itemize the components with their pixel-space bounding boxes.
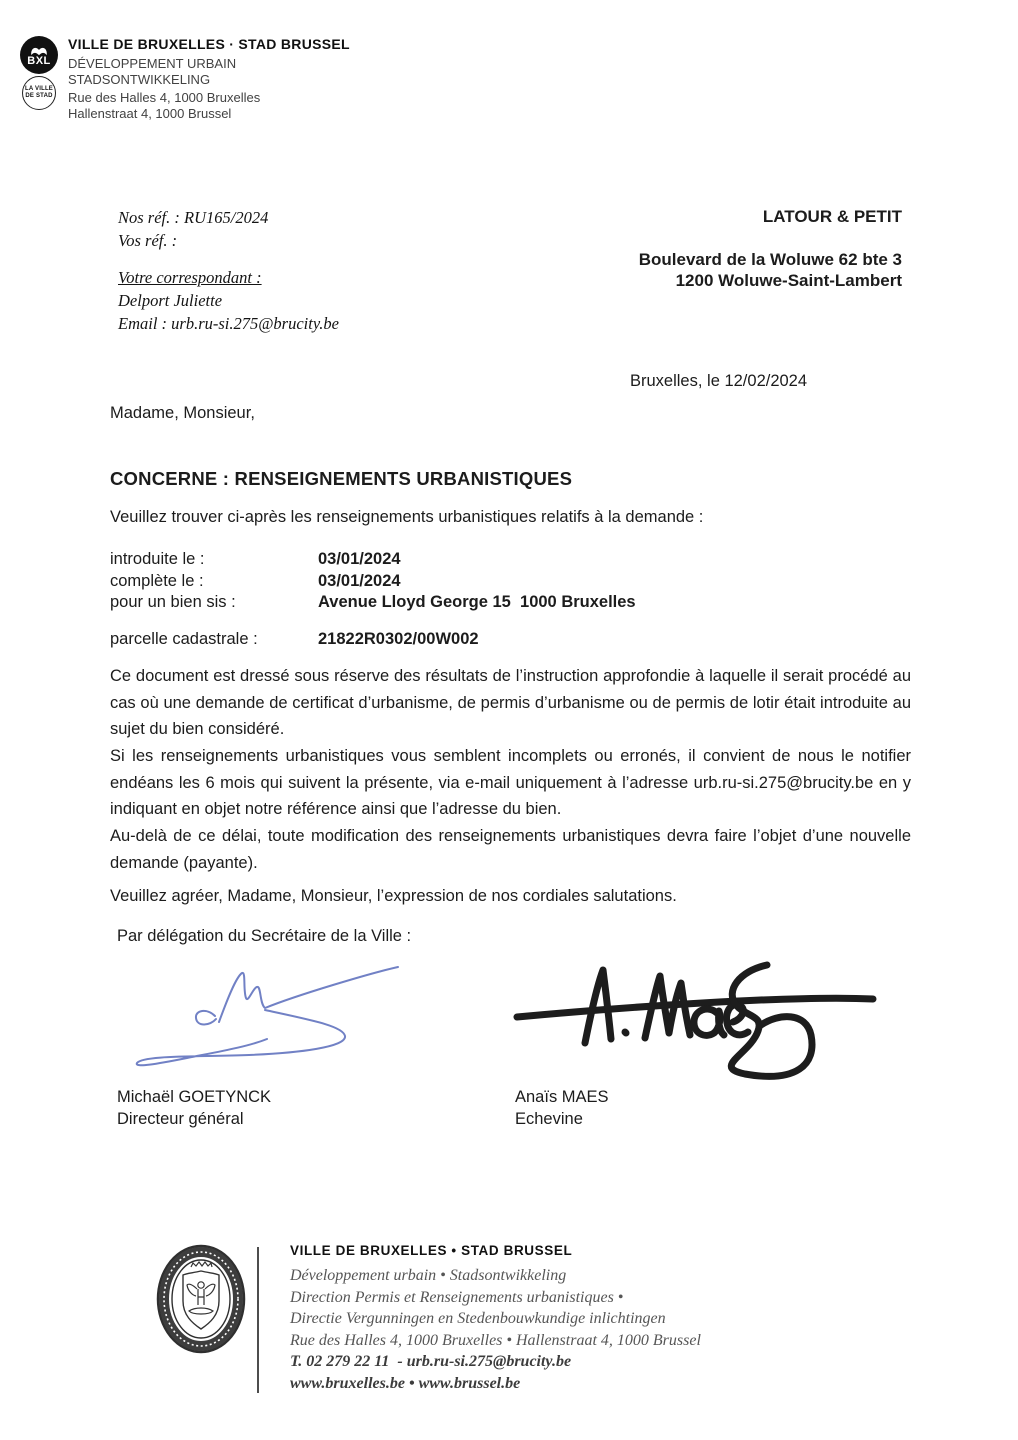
- bxl-logo-circle: [20, 36, 58, 74]
- detail-row-complete: [110, 571, 636, 593]
- signer-title: Echevine: [515, 1110, 583, 1128]
- bxl-logo-text: BXL: [27, 54, 51, 67]
- recipient-block: [639, 206, 902, 291]
- brussels-iris-icon: [28, 44, 50, 56]
- header-dept-fr: DÉVELOPPEMENT URBAIN: [68, 56, 237, 71]
- detail-value: 03/01/2024: [318, 571, 401, 590]
- footer-phone-email: T. 02 279 22 11 - urb.ru-si.275@brucity.be: [290, 1353, 572, 1370]
- recipient-name: LATOUR & PETIT: [762, 207, 902, 226]
- detail-row-parcel: [110, 629, 636, 651]
- detail-value: 21822R0302/00W002: [318, 629, 479, 648]
- signer-name: Michaël GOETYNCK: [117, 1088, 272, 1106]
- footer-line-direction-fr: Direction Permis et Renseignements urbanistiques •: [290, 1288, 624, 1306]
- header: [68, 36, 350, 122]
- detail-row-property: [110, 592, 636, 614]
- reference-block: [118, 206, 339, 335]
- la-ville-de-stad-badge: [22, 76, 56, 110]
- recipient-address-line2: 1200 Woluwe-Saint-Lambert: [675, 271, 902, 290]
- recipient-address-line1: Boulevard de la Woluwe 62 bte 3: [638, 250, 902, 269]
- city-seal-icon: [155, 1243, 247, 1355]
- dateline: Bruxelles, le 12/02/2024: [630, 372, 808, 390]
- badge-line2: DE STAD: [25, 93, 53, 99]
- footer-line-address: Rue des Halles 4, 1000 Bruxelles • Hallenstraat 4, 1000 Brussel: [290, 1331, 701, 1349]
- detail-label: pour un bien sis :: [110, 593, 236, 611]
- footer-block: [290, 1243, 701, 1394]
- signature-maes: [505, 955, 885, 1090]
- footer-title: VILLE DE BRUXELLES • STAD BRUSSEL: [290, 1243, 573, 1258]
- detail-value: Avenue Lloyd George 15 1000 Bruxelles: [318, 593, 636, 611]
- header-address-fr: Rue des Halles 4, 1000 Bruxelles: [68, 90, 261, 105]
- request-details: [110, 549, 636, 650]
- your-reference: Vos réf. :: [118, 231, 178, 250]
- detail-label: parcelle cadastrale :: [110, 629, 258, 648]
- detail-label: introduite le :: [110, 550, 205, 568]
- header-title: VILLE DE BRUXELLES · STAD BRUSSEL: [68, 36, 350, 52]
- intro-line: Veuillez trouver ci-après les renseignements urbanistiques relatifs à la demande :: [110, 508, 704, 526]
- paragraph-reserve: Ce document est dressé sous réserve des résultats de l’instruction approfondie à laquelle il serait procédé au cas où une demande de certificat d’urbanisme, de permis d’urbanisme ou de permis de lotir était introduite au sujet du bien considéré.: [110, 667, 911, 738]
- paragraph-closing: Veuillez agréer, Madame, Monsieur, l’expression de nos cordiales salutations.: [110, 887, 677, 905]
- badge-line1: LA VILLE: [24, 86, 54, 92]
- signer-title: Directeur général: [117, 1110, 244, 1128]
- signer-goetynck: [117, 1086, 271, 1130]
- detail-row-introduced: [110, 549, 636, 571]
- subject-line: CONCERNE : RENSEIGNEMENTS URBANISTIQUES: [110, 468, 573, 489]
- salutation: Madame, Monsieur,: [110, 404, 255, 422]
- correspondent-email: Email : urb.ru-si.275@brucity.be: [118, 314, 339, 333]
- detail-label: complète le :: [110, 571, 204, 590]
- footer-line-dept: Développement urbain • Stadsontwikkeling: [290, 1267, 567, 1284]
- correspondent-name: Delport Juliette: [118, 291, 223, 310]
- paragraph-deadline: Au-delà de ce délai, toute modification des renseignements urbanistiques devra faire l’objet d’une nouvelle demande (payante).: [110, 827, 911, 872]
- footer-divider: [257, 1247, 259, 1393]
- our-reference: Nos réf. : RU165/2024: [118, 208, 269, 227]
- header-dept-nl: STADSONTWIKKELING: [68, 72, 211, 87]
- detail-value: 03/01/2024: [318, 550, 401, 568]
- footer-line-direction-nl: Directie Vergunningen en Stedenbouwkundige inlichtingen: [290, 1310, 666, 1327]
- paragraph-delegation: Par délégation du Secrétaire de la Ville :: [117, 927, 412, 945]
- footer-websites: www.bruxelles.be • www.brussel.be: [290, 1374, 521, 1392]
- signer-name: Anaïs MAES: [515, 1088, 609, 1106]
- header-address-nl: Hallenstraat 4, 1000 Brussel: [68, 106, 232, 121]
- signature-goetynck: [115, 960, 415, 1072]
- paragraph-notify: Si les renseignements urbanistiques vous semblent incomplets ou erronés, il convient de nous le notifier endéans les 6 mois qui suivent la présente, via e-mail uniquement à l’adresse urb.ru-si.275@brucity.be en y indiquant en objet notre référence ainsi que l’adresse du bien.: [110, 747, 911, 818]
- signer-maes: [515, 1086, 609, 1130]
- correspondent-label: Votre correspondant :: [118, 268, 262, 287]
